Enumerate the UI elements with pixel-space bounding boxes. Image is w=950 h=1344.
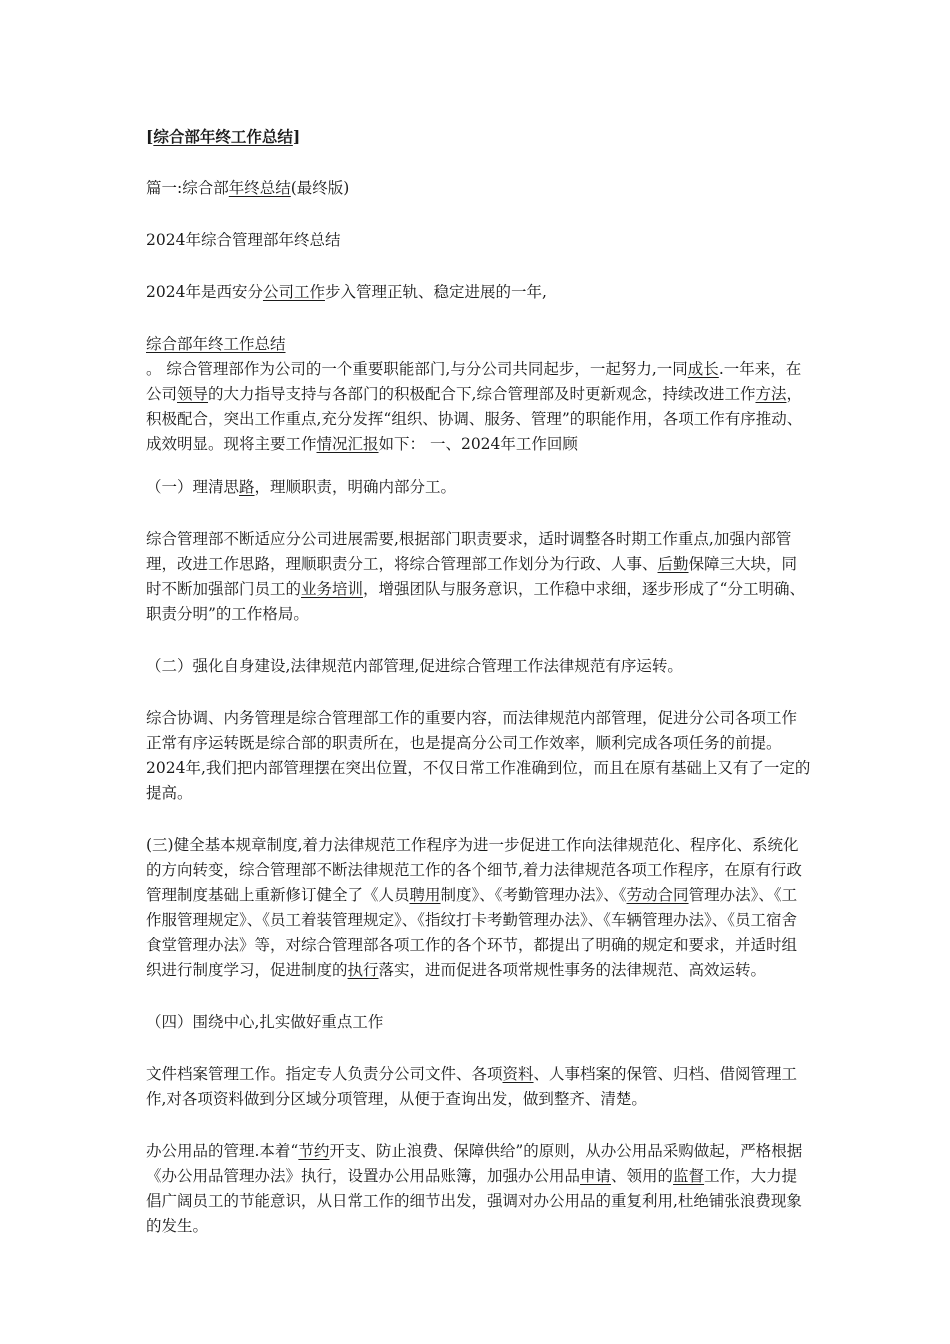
execution-link[interactable]: 执行	[347, 961, 379, 979]
business-training-link[interactable]: 业务培训	[301, 580, 364, 598]
paragraph-overview	[146, 357, 811, 457]
thrift-link[interactable]: 节约	[298, 1142, 330, 1160]
supervision-link[interactable]: 监督	[673, 1167, 705, 1185]
paragraph-rules-system	[146, 833, 811, 983]
document-page	[146, 124, 811, 1239]
subtitle-part-one	[146, 176, 811, 201]
paragraph-archives	[146, 1062, 811, 1112]
subtitle-suffix: (最终版)	[290, 179, 350, 197]
text-run: 如下： 一、2024年工作回顾	[378, 435, 578, 453]
company-work-link[interactable]: 公司工作	[262, 283, 325, 301]
document-title	[146, 124, 811, 149]
title-bracket-close: ]	[292, 127, 301, 146]
text-run: (三)健全基本规章制度,着力法律规范工作程序为进一步促进工作向法律规范化、程序化、系统化的方向转变，综合管理部不断法律规范工作的各个细节,着力法律规范各项工作程序，在原有行政管理制度基础上重新修订健全了《人员	[146, 836, 802, 904]
subtitle-prefix: 篇一:综合部	[146, 179, 229, 197]
text-run: 、领用的	[611, 1167, 674, 1185]
text-run: 文件档案管理工作。指定专人负责分公司文件、各项	[146, 1065, 503, 1083]
paragraph-division-of-work	[146, 527, 811, 627]
year-end-summary-link[interactable]: 年终总结	[228, 179, 291, 197]
title-text: 综合部年终工作总结	[153, 127, 293, 146]
text-run: ，增强团队与服务意识，工作稳中求细，逐步形成了“分工明确、职责分明”的工作格局。	[146, 580, 805, 623]
paragraph-office-supplies	[146, 1139, 811, 1239]
paragraph-internal-management: 综合协调、内务管理是综合管理部工作的重要内容，而法律规范内部管理，促进分公司各项工作正常有序运转既是综合部的职责所在，也是提高分公司工作效率，顺利完成各项任务的前提。2024年,我们把内部管理摆在突出位置，不仅日常工作准确到位，而且在原有基础上又有了一定的提高。	[146, 709, 811, 802]
heading-one	[146, 475, 811, 500]
text-run: 的大力指导支持与各部门的积极配合下,综合管理部及时更新观念，持续改进工作	[208, 385, 756, 403]
text-run: 开支、防止浪费、保障供给”的原则，从办公用品采购做起，严格根据《办公用品管理办法》执行，设置办公用品账簿，加强办公用品	[146, 1142, 803, 1185]
method-link[interactable]: 方法	[755, 385, 787, 403]
section-link-line	[146, 332, 811, 357]
text-run: .一年来，在公司	[146, 360, 802, 403]
text-run: 、人事档案的保管、归档、借阅管理工作,对各项资料做到分区域分项管理，从便于查询出发，做到整齐、清楚。	[146, 1065, 798, 1108]
growth-link[interactable]: 成长	[687, 360, 719, 378]
year-summary-heading: 2024年综合管理部年终总结	[146, 231, 341, 249]
application-link[interactable]: 申请	[580, 1167, 612, 1185]
text-run: 管理办法》、《工作服管理规定》、《员工着装管理规定》、《指纹打卡考勤管理办法》、《车辆管理办法》、《员工宿舍食堂管理办法》等，对综合管理部各项工作的各个环节，都提出了明确的规定和要求，并适时组织进行制度学习，促进制度的	[146, 886, 798, 979]
hiring-link[interactable]: 聘用	[409, 886, 441, 904]
text-run: ，积极配合，突出工作重点,充分发挥“组织、协调、服务、管理”的职能作用，各项工作有序推动、成效明显。现将主要工作	[146, 385, 803, 453]
text-run: ，理顺职责，明确内部分工。	[254, 478, 457, 496]
logistics-link[interactable]: 后勤	[657, 555, 689, 573]
text-run: 办公用品的管理.本着“	[146, 1142, 299, 1160]
materials-link[interactable]: 资料	[502, 1065, 534, 1083]
text-run: 落实，进而促进各项常规性事务的法律规范、高效运转。	[378, 961, 767, 979]
road-link[interactable]: 路	[239, 478, 255, 496]
title-bracket-open: [	[146, 127, 154, 146]
text-run: 制度》、《考勤管理办法》、《	[440, 886, 627, 904]
intro-sentence	[146, 280, 811, 305]
labor-contract-link[interactable]: 劳动合同	[626, 886, 689, 904]
heading-two: （二）强化自身建设,法律规范内部管理,促进综合管理工作法律规范有序运转。	[146, 657, 683, 675]
text-run: 综合管理部不断适应分公司进展需要,根据部门职责要求，适时调整各时期工作重点,加强内部管理，改进工作思路，理顺职责分工，将综合管理部工作划分为行政、人事、	[146, 530, 792, 573]
intro-suffix: 步入管理正轨、稳定进展的一年,	[324, 283, 547, 301]
situation-report-link[interactable]: 情况汇报	[316, 435, 379, 453]
text-run: 。 综合管理部作为公司的一个重要职能部门,与分公司共同起步，一起努力,一同	[146, 360, 688, 378]
leadership-link[interactable]: 领导	[177, 385, 209, 403]
text-run: （一）理清思	[146, 478, 240, 496]
intro-prefix: 2024年是西安分	[146, 283, 263, 301]
department-summary-link[interactable]: 综合部年终工作总结	[146, 335, 286, 353]
heading-four: （四）围绕中心,扎实做好重点工作	[146, 1013, 384, 1031]
text-run: 保障三大块，同时不断加强部门员工的	[146, 555, 798, 598]
text-run: 工作，大力提倡广阔员工的节能意识，从日常工作的细节出发，强调对办公用品的重复利用,杜绝铺张浪费现象的发生。	[146, 1167, 802, 1235]
